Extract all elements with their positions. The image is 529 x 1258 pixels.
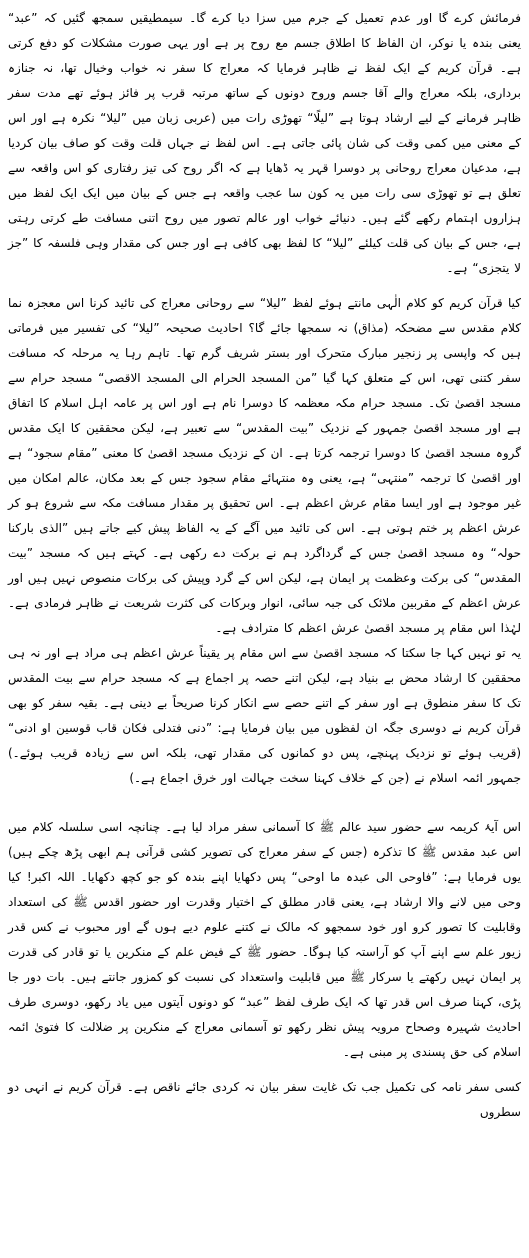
paragraph-1: فرمائش کرے گا اور عدم تعمیل کے جرم میں سزا دیا کرے گا۔ سیمطیقیں سمجھ گئیں کہ ”عبد“ یعنی بندہ یا نوکر، ان الفاظ کا اطلاق جسم مع روح پر ہے اور یہی صورت مشکلات کو دفع کرتی ہے۔ قرآن کریم کے ایک لفظ نے ظاہر فرمایا کہ معراج کا سفر نہ خواب وخیال تھا، نہ جنازہ برداری، بلکہ معراج والے آقا جسم وروح دونوں کے ساتھ مرتبہ قرب پر فائز ہوئے تھے مدت سفر ظاہر فرمانے کے لیے ارشاد ہوتا ہے ”لیلًا“ تھوڑی رات میں (عربی زبان میں ”لیلا“ نکرہ ہے اور اس کے معنی میں کمی وقت کی شان پائی جاتی ہے۔ اس لفظ نے جہاں قلت وقت کو صاف بیان کردیا ہے، مدعیان معراج روحانی پر دوسرا قہر یہ ڈھایا ہے کہ اگر روح کی تیز رفتاری کو اس واقعہ سے تعلق ہے تو تھوڑی سی رات میں یہ کون سا عجب واقعہ ہے جس کے بیان میں ایک ایک لفظ میں ہزاروں اہتمام رکھے گئے ہیں۔ دنیائے خواب اور عالم تصور میں روح اتنی مسافت طے کرتی رہتی ہے، جس کے بیان کی قلت کیلئے ”لیلا“ کا لفظ بھی کافی ہے اور جس کی مقدار وہی فلسفہ کا ”جز لا یتجزی“ ہے۔ xyxy=(8,11,521,275)
paragraph-3: یہ تو نہیں کہا جا سکتا کہ مسجد اقصیٰ سے اس مقام پر یقیناً عرش اعظم ہی مراد ہے اور نہ ہی محققین کا ارشاد محض بے بنیاد ہے، لیکن اتنے حصہ پر اجماع ہے کہ مسجد حرام سے بیت المقدس تک کا سفر منطوق ہے اور سفر کے اتنے حصے سے انکار کرنا صریحاً بے دینی ہے۔ بقیہ سفر کو بھی قرآن کریم نے دوسری جگہ ان لفظوں میں بیان فرمایا ہے: ”دنی فتدلی فکان قاب قوسین او ادنی“ (قریب ہوئے تو نزدیک پہنچے، پس دو کمانوں کی مقدار تھی، بلکہ اس سے زیادہ قریب ہوئے۔) جمہور ائمہ اسلام نے (جن کے خلاف کہنا سخت جہالت اور خرق اجماع ہے۔) xyxy=(8,646,521,785)
paragraph-gap xyxy=(8,791,521,815)
paragraph-gap xyxy=(8,281,521,291)
paragraph-4: اس آیۂ کریمہ سے حضور سید عالم ﷺ کا آسمانی سفر مراد لیا ہے۔ چنانچہ اسی سلسلہ کلام میں اس عبد مقدس ﷺ کا تذکرہ (جس کے سفر معراج کی تصویر کشی قرآنی ہم ابھی پڑھ چکے ہیں) یوں فرمایا ہے: ”فاوحی الی عبدہ ما اوحی“ پس دکھایا اپنے بندہ کو جو کچھ دکھایا۔ اللہ اکبر! کیا وحی میں لانے والا ارشاد ہے، یعنی قادر مطلق کے اختیار وقدرت اور حضور اقدس ﷺ کی استعداد وقابلیت کا تصور کرو اور خود سمجھو کہ مالک نے کتنے علوم دیے ہوں گے اور محبوب نے کس قدر زیور علم سے اپنے آپ کو آراستہ کیا ہوگا۔ حضور ﷺ کے فیض علم کے منکرین یا تو قادر کی قدرت پر ایمان نہیں رکھتے یا سرکار ﷺ میں قابلیت واستعداد کی نسبت کو کمزور جانتے ہیں۔ بات دور جا پڑی، کہنا صرف اس قدر تھا کہ ایک طرف لفظ ”عبد“ کو دونوں آیتوں میں یاد رکھو، دوسری طرف احادیث شہیرہ وصحاح مرویہ پیش نظر رکھو تو آسمانی معراج کے منکرین پر ضلالت کا فتویٰ ائمہ اسلام کی حق پسندی پر مبنی ہے۔ xyxy=(8,820,521,1059)
paragraph-2: کیا قرآن کریم کو کلام الٰہی مانتے ہوئے لفظ ”لیلا“ سے روحانی معراج کی تائید کرنا اس معجزہ نما کلام مقدس سے مضحکہ (مذاق) نہ سمجھا جائے گا؟ احادیث صحیحہ ”لیلا“ کی تفسیر میں فرماتی ہیں کہ واپسی پر زنجیر مبارک متحرک اور بستر شریف گرم تھا۔ تاہم رہا یہ مرحلہ کہ مسافت سفر کتنی تھی، اس کے متعلق کہا گیا ”من المسجد الحرام الی المسجد الاقصی“ مسجد حرام سے مسجد اقصیٰ تک۔ مسجد حرام مکہ معظمہ کا دوسرا نام ہے اور اس پر عامہ اہل اسلام کا اتفاق ہے اور مسجد اقصیٰ جمہور کے نزدیک ”بیت المقدس“ سے تعبیر ہے، لیکن محققین کا ایک مقدس گروہ مسجد اقصیٰ کا دوسرا ترجمہ کرتا ہے۔ ان کے نزدیک مسجد اقصیٰ کا معنی ”مقام سجود“ ہے اور اقصیٰ کا ترجمہ ”منتہی“ ہے، یعنی وہ منتہائے مقام سجود جس کے بعد مکان، عالم امکان میں غیر موجود ہے اور ایسا مقام عرش اعظم ہے۔ اس تحقیق پر مقدار مسافت مکہ سے شروع ہو کر عرش اعظم پر ختم ہوتی ہے۔ اس کی تائید میں آگے کے یہ الفاظ پیش کیے جاتے ہیں ”الذی بارکنا حولہ“ وہ مسجد اقصیٰ جس کے گرداگرد ہم نے برکت دے رکھی ہے۔ کہتے ہیں کہ مسجد ”بیت المقدس“ کی برکت وعظمت پر ایمان ہے، لیکن اس کے گرد وپیش کی برکات منصوص نہیں ہیں اور عرش اعظم کے مقربین ملائک کی جبہ سائی، انوار وبرکات کی کثرت شریعت نے ظاہر فرمادی ہے۔ لہٰذا اس مقام پر مسجد اقصیٰ عرش اعظم کا مترادف ہے۔ xyxy=(8,296,521,635)
paragraph-gap xyxy=(8,1065,521,1075)
paragraph-5: کسی سفر نامہ کی تکمیل جب تک غایت سفر بیان نہ کردی جائے ناقص ہے۔ قرآن کریم نے انہی دو سطروں xyxy=(8,1080,521,1119)
